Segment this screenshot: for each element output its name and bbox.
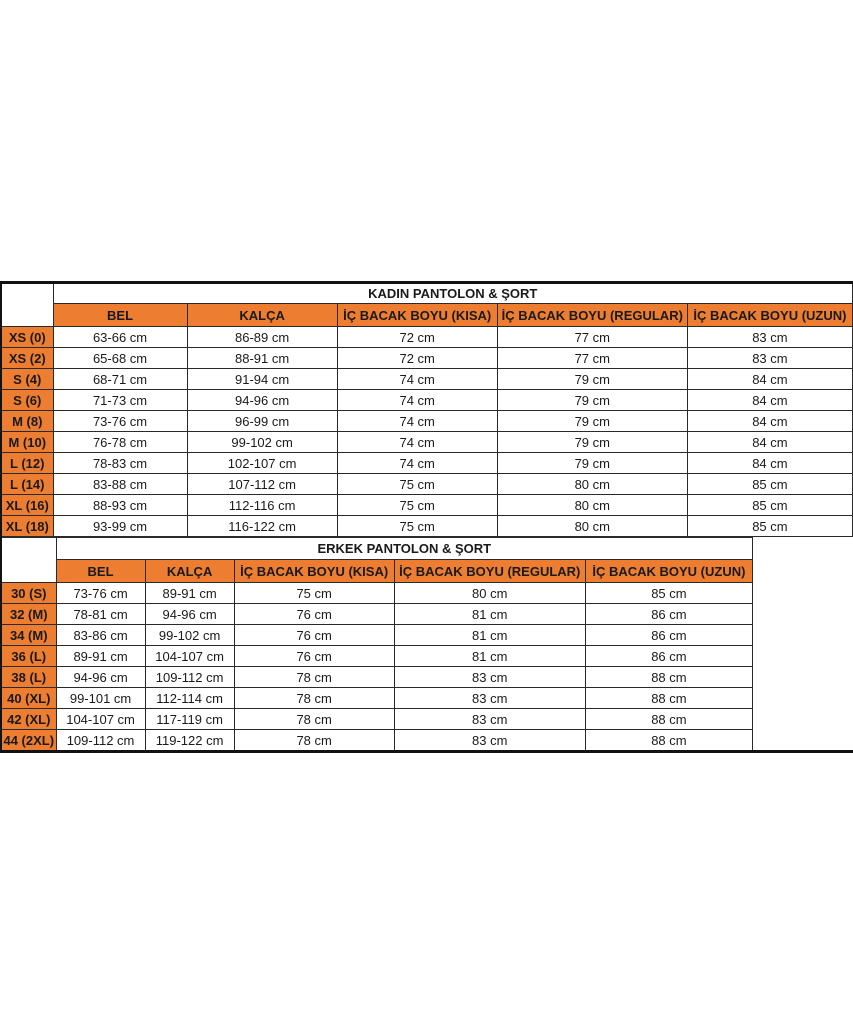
uzun-cell: 85 cm: [585, 583, 752, 604]
size-label: L (14): [1, 474, 53, 495]
bel-cell: 78-81 cm: [56, 604, 145, 625]
men-header-uzun: İÇ BACAK BOYU (UZUN): [585, 560, 752, 583]
kisa-cell: 74 cm: [337, 453, 497, 474]
uzun-cell: 88 cm: [585, 709, 752, 730]
women-table-row: [1, 411, 853, 432]
women-header-kisa: İÇ BACAK BOYU (KISA): [337, 304, 497, 327]
men-corner-cell: [1, 538, 56, 583]
kisa-cell: 75 cm: [234, 583, 394, 604]
size-label: 42 (XL): [1, 709, 56, 730]
regular-cell: 77 cm: [497, 327, 687, 348]
size-label: XL (18): [1, 516, 53, 537]
kalca-cell: 102-107 cm: [187, 453, 337, 474]
men-header-regular: İÇ BACAK BOYU (REGULAR): [394, 560, 585, 583]
regular-cell: 83 cm: [394, 667, 585, 688]
women-table-row: [1, 495, 853, 516]
kisa-cell: 75 cm: [337, 495, 497, 516]
women-header-uzun: İÇ BACAK BOYU (UZUN): [687, 304, 852, 327]
kalca-cell: 107-112 cm: [187, 474, 337, 495]
size-label: 32 (M): [1, 604, 56, 625]
size-label: L (12): [1, 453, 53, 474]
uzun-cell: 84 cm: [687, 411, 852, 432]
kalca-cell: 117-119 cm: [145, 709, 234, 730]
regular-cell: 79 cm: [497, 453, 687, 474]
men-size-table: [0, 537, 753, 751]
women-table-row: [1, 453, 853, 474]
men-header-kisa: İÇ BACAK BOYU (KISA): [234, 560, 394, 583]
kisa-cell: 74 cm: [337, 432, 497, 453]
regular-cell: 79 cm: [497, 390, 687, 411]
women-corner-cell: [1, 283, 53, 327]
kalca-cell: 109-112 cm: [145, 667, 234, 688]
regular-cell: 79 cm: [497, 432, 687, 453]
regular-cell: 83 cm: [394, 730, 585, 751]
bel-cell: 63-66 cm: [53, 327, 187, 348]
size-label: S (6): [1, 390, 53, 411]
size-label: 30 (S): [1, 583, 56, 604]
women-header-kalca: KALÇA: [187, 304, 337, 327]
kisa-cell: 72 cm: [337, 348, 497, 369]
kalca-cell: 112-116 cm: [187, 495, 337, 516]
kalca-cell: 99-102 cm: [187, 432, 337, 453]
kisa-cell: 76 cm: [234, 604, 394, 625]
women-size-table: [0, 281, 853, 537]
kalca-cell: 112-114 cm: [145, 688, 234, 709]
kalca-cell: 89-91 cm: [145, 583, 234, 604]
bel-cell: 73-76 cm: [56, 583, 145, 604]
men-table-row: [1, 688, 753, 709]
kisa-cell: 72 cm: [337, 327, 497, 348]
men-table-row: [1, 730, 753, 751]
women-header-bel: BEL: [53, 304, 187, 327]
bel-cell: 88-93 cm: [53, 495, 187, 516]
bel-cell: 71-73 cm: [53, 390, 187, 411]
uzun-cell: 88 cm: [585, 688, 752, 709]
uzun-cell: 85 cm: [687, 516, 852, 537]
kisa-cell: 74 cm: [337, 390, 497, 411]
kalca-cell: 96-99 cm: [187, 411, 337, 432]
kisa-cell: 75 cm: [337, 516, 497, 537]
women-header-row: [1, 304, 853, 327]
kisa-cell: 74 cm: [337, 369, 497, 390]
kisa-cell: 78 cm: [234, 667, 394, 688]
men-header-kalca: KALÇA: [145, 560, 234, 583]
women-header-regular: İÇ BACAK BOYU (REGULAR): [497, 304, 687, 327]
kalca-cell: 119-122 cm: [145, 730, 234, 751]
bel-cell: 104-107 cm: [56, 709, 145, 730]
men-title-row: [1, 538, 753, 560]
uzun-cell: 84 cm: [687, 390, 852, 411]
men-table-row: [1, 667, 753, 688]
uzun-cell: 84 cm: [687, 432, 852, 453]
uzun-cell: 84 cm: [687, 453, 852, 474]
size-label: M (10): [1, 432, 53, 453]
women-title-row: [1, 283, 853, 304]
kalca-cell: 94-96 cm: [145, 604, 234, 625]
kalca-cell: 116-122 cm: [187, 516, 337, 537]
women-table-row: [1, 516, 853, 537]
kalca-cell: 86-89 cm: [187, 327, 337, 348]
regular-cell: 80 cm: [497, 516, 687, 537]
size-label: 38 (L): [1, 667, 56, 688]
women-table-row: [1, 327, 853, 348]
kalca-cell: 99-102 cm: [145, 625, 234, 646]
bel-cell: 68-71 cm: [53, 369, 187, 390]
kisa-cell: 76 cm: [234, 646, 394, 667]
size-label: XS (0): [1, 327, 53, 348]
bel-cell: 65-68 cm: [53, 348, 187, 369]
bel-cell: 94-96 cm: [56, 667, 145, 688]
regular-cell: 83 cm: [394, 688, 585, 709]
bel-cell: 83-86 cm: [56, 625, 145, 646]
bel-cell: 76-78 cm: [53, 432, 187, 453]
uzun-cell: 83 cm: [687, 327, 852, 348]
men-header-bel: BEL: [56, 560, 145, 583]
uzun-cell: 88 cm: [585, 667, 752, 688]
uzun-cell: 86 cm: [585, 646, 752, 667]
size-label: XL (16): [1, 495, 53, 516]
kalca-cell: 88-91 cm: [187, 348, 337, 369]
kisa-cell: 78 cm: [234, 730, 394, 751]
women-table-row: [1, 474, 853, 495]
uzun-cell: 83 cm: [687, 348, 852, 369]
bel-cell: 78-83 cm: [53, 453, 187, 474]
women-table-title: KADIN PANTOLON & ŞORT: [53, 283, 852, 304]
bel-cell: 83-88 cm: [53, 474, 187, 495]
men-table-title: ERKEK PANTOLON & ŞORT: [56, 538, 752, 560]
men-table-row: [1, 625, 753, 646]
kisa-cell: 74 cm: [337, 411, 497, 432]
regular-cell: 79 cm: [497, 369, 687, 390]
men-table-row: [1, 583, 753, 604]
men-table-row: [1, 646, 753, 667]
uzun-cell: 85 cm: [687, 495, 852, 516]
size-label: M (8): [1, 411, 53, 432]
size-label: XS (2): [1, 348, 53, 369]
kalca-cell: 91-94 cm: [187, 369, 337, 390]
men-table-row: [1, 709, 753, 730]
women-table-row: [1, 390, 853, 411]
uzun-cell: 84 cm: [687, 369, 852, 390]
size-label: 34 (M): [1, 625, 56, 646]
kisa-cell: 78 cm: [234, 709, 394, 730]
regular-cell: 80 cm: [394, 583, 585, 604]
women-table-row: [1, 348, 853, 369]
bel-cell: 109-112 cm: [56, 730, 145, 751]
kalca-cell: 104-107 cm: [145, 646, 234, 667]
size-label: S (4): [1, 369, 53, 390]
uzun-cell: 88 cm: [585, 730, 752, 751]
kalca-cell: 94-96 cm: [187, 390, 337, 411]
women-table-row: [1, 369, 853, 390]
regular-cell: 80 cm: [497, 495, 687, 516]
women-table-row: [1, 432, 853, 453]
bel-cell: 73-76 cm: [53, 411, 187, 432]
uzun-cell: 86 cm: [585, 604, 752, 625]
men-table-row: [1, 604, 753, 625]
size-label: 44 (2XL): [1, 730, 56, 751]
kisa-cell: 78 cm: [234, 688, 394, 709]
regular-cell: 81 cm: [394, 604, 585, 625]
men-header-row: [1, 560, 753, 583]
regular-cell: 83 cm: [394, 709, 585, 730]
regular-cell: 81 cm: [394, 625, 585, 646]
regular-cell: 80 cm: [497, 474, 687, 495]
uzun-cell: 85 cm: [687, 474, 852, 495]
size-label: 40 (XL): [1, 688, 56, 709]
kisa-cell: 76 cm: [234, 625, 394, 646]
kisa-cell: 75 cm: [337, 474, 497, 495]
regular-cell: 81 cm: [394, 646, 585, 667]
bottom-border-line: [0, 750, 853, 753]
bel-cell: 89-91 cm: [56, 646, 145, 667]
regular-cell: 79 cm: [497, 411, 687, 432]
regular-cell: 77 cm: [497, 348, 687, 369]
bel-cell: 93-99 cm: [53, 516, 187, 537]
uzun-cell: 86 cm: [585, 625, 752, 646]
size-label: 36 (L): [1, 646, 56, 667]
bel-cell: 99-101 cm: [56, 688, 145, 709]
